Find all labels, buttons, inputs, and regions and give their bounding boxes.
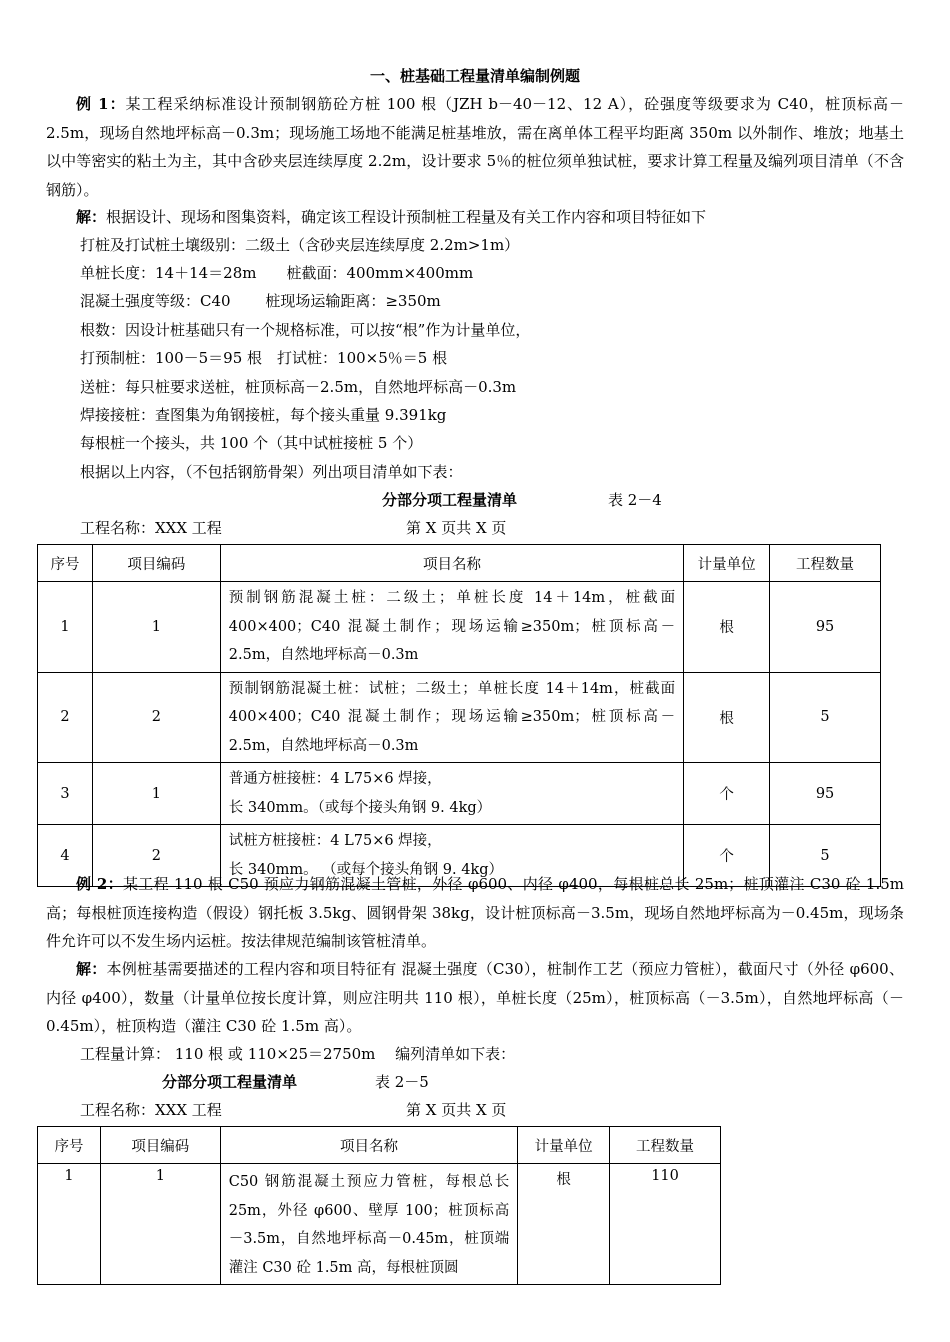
solution-line: 送桩：每只桩要求送桩，桩顶标高－2.5m，自然地坪标高－0.3m xyxy=(80,378,517,396)
item-code: 2 xyxy=(92,672,220,763)
quantity: 95 xyxy=(770,763,881,825)
unit: 根 xyxy=(518,1164,610,1285)
header-cell: 计量单位 xyxy=(518,1127,610,1164)
item-name: 预制钢筋混凝土桩：二级土；单桩长度 14＋14m，桩截面 400×400；C40 混凝土制作；现场运输≥350m；桩顶标高－2.5m，自然地坪标高－0.3m xyxy=(220,582,683,673)
row-number: 1 xyxy=(38,1164,101,1285)
table-1-page-count: 第 X 页共 X 页 xyxy=(406,519,507,537)
solution-line: 根数：因设计桩基础只有一个规格标准，可以按“根”作为计量单位， xyxy=(80,321,531,339)
item-name: 预制钢筋混凝土桩：试桩；二级土；单桩长度 14＋14m，桩截面 400×400；C40 混凝土制作；现场运输≥350m；桩顶标高－2.5m，自然地坪标高－0.3m xyxy=(220,672,683,763)
table-row xyxy=(38,672,881,763)
row-number: 3 xyxy=(38,763,93,825)
bill-of-quantities-table-2 xyxy=(37,1126,721,1285)
table-header-row xyxy=(38,545,881,582)
unit: 根 xyxy=(684,672,770,763)
item-name xyxy=(220,763,683,825)
solution-2-text: 本例桩基需要描述的工程内容和项目特征有 混凝土强度（C30），桩制作工艺（预应力管桩），截面尺寸（外径 φ600、内径 φ400），数量（计量单位按长度计算，则应注明共 110 根），单桩长度（25m），桩顶标高（－3.5m），自然地坪标高（－0.45m），桩顶构造（灌注 C30 砼 1.5m 高）。 xyxy=(46,960,904,1035)
example-1-text: 某工程采纳标准设计预制钢筋砼方桩 100 根（JZH b－40－12、12 A），砼强度等级要求为 C40，桩顶标高－2.5m，现场自然地坪标高－0.3m；现场施工场地不能满足桩基堆放，需在离单体工程平均距离 350m 以外制作、堆放；地基土以中等密实的粘土为主，其中含砂夹层连续厚度 2.2m，设计要求 5％的桩位须单独试桩，要求计算工程量及编列项目清单（不含钢筋）。 xyxy=(46,95,904,199)
header-cell: 工程数量 xyxy=(610,1127,721,1164)
page-title: 一、桩基础工程量清单编制例题 xyxy=(369,67,580,85)
header-cell: 项目名称 xyxy=(220,545,683,582)
item-code: 1 xyxy=(100,1164,220,1285)
unit: 个 xyxy=(684,825,770,887)
solution-line: 打桩及打试桩土壤级别：二级土（含砂夹层连续厚度 2.2m>1m） xyxy=(80,236,520,254)
solution-1-text: 根据设计、现场和图集资料，确定该工程设计预制桩工程量及有关工作内容和项目特征如下 xyxy=(106,208,707,226)
item-name-line: 试桩方桩接桩：4 L75×6 焊接， xyxy=(228,833,442,849)
table-2-title: 分部分项工程量清单 xyxy=(162,1073,298,1091)
header-cell: 序号 xyxy=(38,545,93,582)
item-code: 2 xyxy=(92,825,220,887)
solution-line: 混凝土强度等级：C40 桩现场运输距离：≥350m xyxy=(80,292,441,310)
quantity: 5 xyxy=(770,825,881,887)
solution-line: 根据以上内容，（不包括钢筋骨架）列出项目清单如下表： xyxy=(80,463,463,481)
table-row xyxy=(38,582,881,673)
header-cell: 项目名称 xyxy=(220,1127,518,1164)
header-cell: 项目编码 xyxy=(92,545,220,582)
header-cell: 工程数量 xyxy=(770,545,881,582)
quantity: 95 xyxy=(770,582,881,673)
solution-line: 焊接接桩：查图集为角钢接桩，每个接头重量 9.391kg xyxy=(80,406,447,424)
item-name-line: 普通方桩接桩：4 L75×6 焊接， xyxy=(228,771,442,787)
item-name-line: 长 340mm。（或每个接头角钢 9. 4kg） xyxy=(228,799,492,816)
quantity: 5 xyxy=(770,672,881,763)
header-cell: 序号 xyxy=(38,1127,101,1164)
header-cell: 项目编码 xyxy=(100,1127,220,1164)
item-code: 1 xyxy=(92,582,220,673)
unit: 根 xyxy=(684,582,770,673)
example-2-label: 例 2： xyxy=(76,875,123,893)
table-1-title: 分部分项工程量清单 xyxy=(382,491,518,509)
solution-2-paragraph xyxy=(46,955,904,1041)
bill-of-quantities-table-1 xyxy=(37,544,881,887)
table-2-number: 表 2－5 xyxy=(375,1073,429,1091)
row-number: 4 xyxy=(38,825,93,887)
table-row xyxy=(38,1164,721,1285)
table-2-project-name: 工程名称：XXX 工程 xyxy=(80,1101,222,1119)
quantity: 110 xyxy=(610,1164,721,1285)
header-cell: 计量单位 xyxy=(684,545,770,582)
solution-1-label: 解： xyxy=(76,208,107,226)
item-code: 1 xyxy=(92,763,220,825)
table-header-row xyxy=(38,1127,721,1164)
row-number: 1 xyxy=(38,582,93,673)
unit: 个 xyxy=(684,763,770,825)
example-1-label: 例 1： xyxy=(76,95,126,113)
table-1-number: 表 2－4 xyxy=(608,491,662,509)
solution-line: 每根桩一个接头，共 100 个（其中试桩接桩 5 个） xyxy=(80,434,423,452)
solution-2-label: 解： xyxy=(76,960,107,978)
example-2-text: 某工程 110 根 C50 预应力钢筋混凝土管桩，外径 φ600、内径 φ400，每根桩总长 25m；桩顶灌注 C30 砼 1.5m 高；每根桩顶连接构造（假设）钢托板 3.5kg、圆钢骨架 38kg，设计桩顶标高－3.5m，现场自然地坪标高为－0.45m，现场条件允许可以不发生场内运桩。按法律规范编制该管桩清单。 xyxy=(46,875,904,950)
table-2-page-count: 第 X 页共 X 页 xyxy=(406,1101,507,1119)
row-number: 2 xyxy=(38,672,93,763)
solution-line: 单桩长度：14＋14＝28m 桩截面：400mm×400mm xyxy=(80,264,474,282)
quantity-calculation-line: 工程量计算： 110 根 或 110×25＝2750m 编列清单如下表： xyxy=(80,1045,516,1063)
table-1-project-name: 工程名称：XXX 工程 xyxy=(80,519,222,537)
item-name-line: 长 340mm。 （或每个接头角钢 9. 4kg） xyxy=(228,861,504,878)
example-2-paragraph xyxy=(46,870,904,956)
solution-line: 打预制桩：100－5＝95 根 打试桩：100×5％＝5 根 xyxy=(80,349,448,367)
table-row xyxy=(38,763,881,825)
example-1-paragraph xyxy=(46,90,904,204)
item-name: C50 钢筋混凝土预应力管桩，每根总长 25m，外径 φ600、壁厚 100；桩顶标高－3.5m，自然地坪标高－0.45m，桩顶端灌注 C30 砼 1.5m 高，每根桩顶圆 xyxy=(220,1164,518,1285)
solution-1-paragraph xyxy=(46,203,904,232)
